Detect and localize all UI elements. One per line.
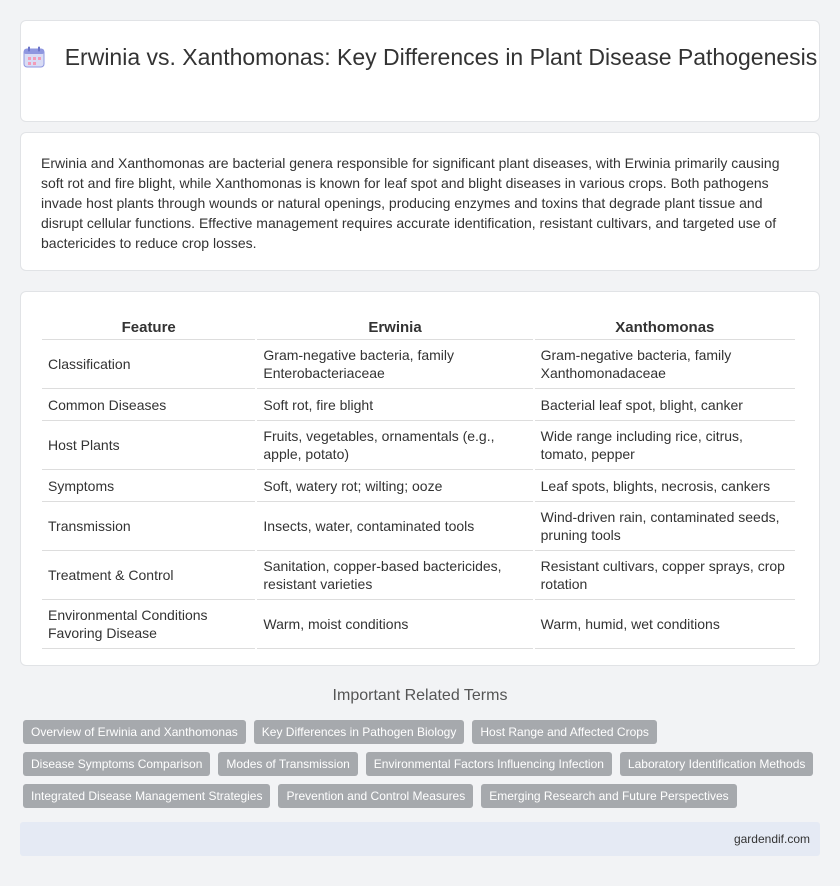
- table-cell: Environmental Conditions Favoring Disease: [42, 600, 255, 649]
- related-terms-tags: [23, 720, 823, 816]
- table-cell: Wide range including rice, citrus, tomato, pepper: [535, 421, 795, 470]
- related-term-tag[interactable]: Laboratory Identification Methods: [620, 752, 813, 776]
- table-cell: Leaf spots, blights, necrosis, cankers: [535, 470, 795, 502]
- table-cell: Transmission: [42, 502, 255, 551]
- table-cell: Warm, moist conditions: [257, 600, 532, 649]
- table-cell: Soft rot, fire blight: [257, 389, 532, 421]
- table-cell: Bacterial leaf spot, blight, canker: [535, 389, 795, 421]
- related-term-tag[interactable]: Key Differences in Pathogen Biology: [254, 720, 465, 744]
- table-row: [42, 389, 795, 421]
- table-cell: Insects, water, contaminated tools: [257, 502, 532, 551]
- related-term-tag[interactable]: Environmental Factors Influencing Infection: [366, 752, 612, 776]
- related-term-tag[interactable]: Modes of Transmission: [218, 752, 357, 776]
- table-row: [42, 421, 795, 470]
- table-cell: Host Plants: [42, 421, 255, 470]
- tag-row: [23, 720, 823, 744]
- header-card: [20, 20, 820, 122]
- related-term-tag[interactable]: Host Range and Affected Crops: [472, 720, 657, 744]
- table-header-erwinia: Erwinia: [257, 312, 532, 340]
- related-term-tag[interactable]: Prevention and Control Measures: [278, 784, 473, 808]
- table-cell: Treatment & Control: [42, 551, 255, 600]
- table-cell: Wind-driven rain, contaminated seeds, pruning tools: [535, 502, 795, 551]
- comparison-table: [40, 312, 797, 649]
- related-term-tag[interactable]: Overview of Erwinia and Xanthomonas: [23, 720, 246, 744]
- table-cell: Soft, watery rot; wilting; ooze: [257, 470, 532, 502]
- table-row: [42, 340, 795, 389]
- related-term-tag[interactable]: Emerging Research and Future Perspectives: [481, 784, 736, 808]
- table-cell: Warm, humid, wet conditions: [535, 600, 795, 649]
- calendar-icon: [23, 46, 45, 68]
- table-cell: Classification: [42, 340, 255, 389]
- footer: [20, 822, 820, 856]
- page-title: Erwinia vs. Xanthomonas: Key Differences in Plant Disease Pathogenesis: [64, 44, 818, 70]
- related-term-tag[interactable]: Integrated Disease Management Strategies: [23, 784, 270, 808]
- table-cell: Common Diseases: [42, 389, 255, 421]
- table-header-xanthomonas: Xanthomonas: [535, 312, 795, 340]
- footer-site-link[interactable]: gardendif.com: [733, 832, 810, 846]
- table-row: [42, 551, 795, 600]
- comparison-table-card: [20, 291, 820, 666]
- page-title-wrap: [21, 43, 819, 72]
- table-cell: Resistant cultivars, copper sprays, crop rotation: [535, 551, 795, 600]
- table-cell: Gram-negative bacteria, family Xanthomonadaceae: [535, 340, 795, 389]
- tag-row: [23, 752, 823, 776]
- table-row: [42, 600, 795, 649]
- table-cell: Symptoms: [42, 470, 255, 502]
- table-row: [42, 470, 795, 502]
- tag-row: [23, 784, 823, 808]
- intro-card: [20, 132, 820, 271]
- table-cell: Sanitation, copper-based bactericides, resistant varieties: [257, 551, 532, 600]
- related-terms-title: Important Related Terms: [332, 687, 508, 704]
- table-cell: Gram-negative bacteria, family Enterobacteriaceae: [257, 340, 532, 389]
- table-cell: Fruits, vegetables, ornamentals (e.g., apple, potato): [257, 421, 532, 470]
- table-header-feature: Feature: [42, 312, 255, 340]
- table-row: [42, 502, 795, 551]
- intro-paragraph: Erwinia and Xanthomonas are bacterial genera responsible for significant plant diseases, with Erwinia primarily causing soft rot and fire blight, while Xanthomonas is known for leaf spot and blight diseases in various crops. Both pathogens invade host plants through wounds or natural openings, producing enzymes and toxins that degrade plant tissue and disrupt cellular functions. Effective management requires accurate identification, resistant cultivars, and targeted use of bactericides to reduce crop losses.: [41, 155, 780, 251]
- related-term-tag[interactable]: Disease Symptoms Comparison: [23, 752, 210, 776]
